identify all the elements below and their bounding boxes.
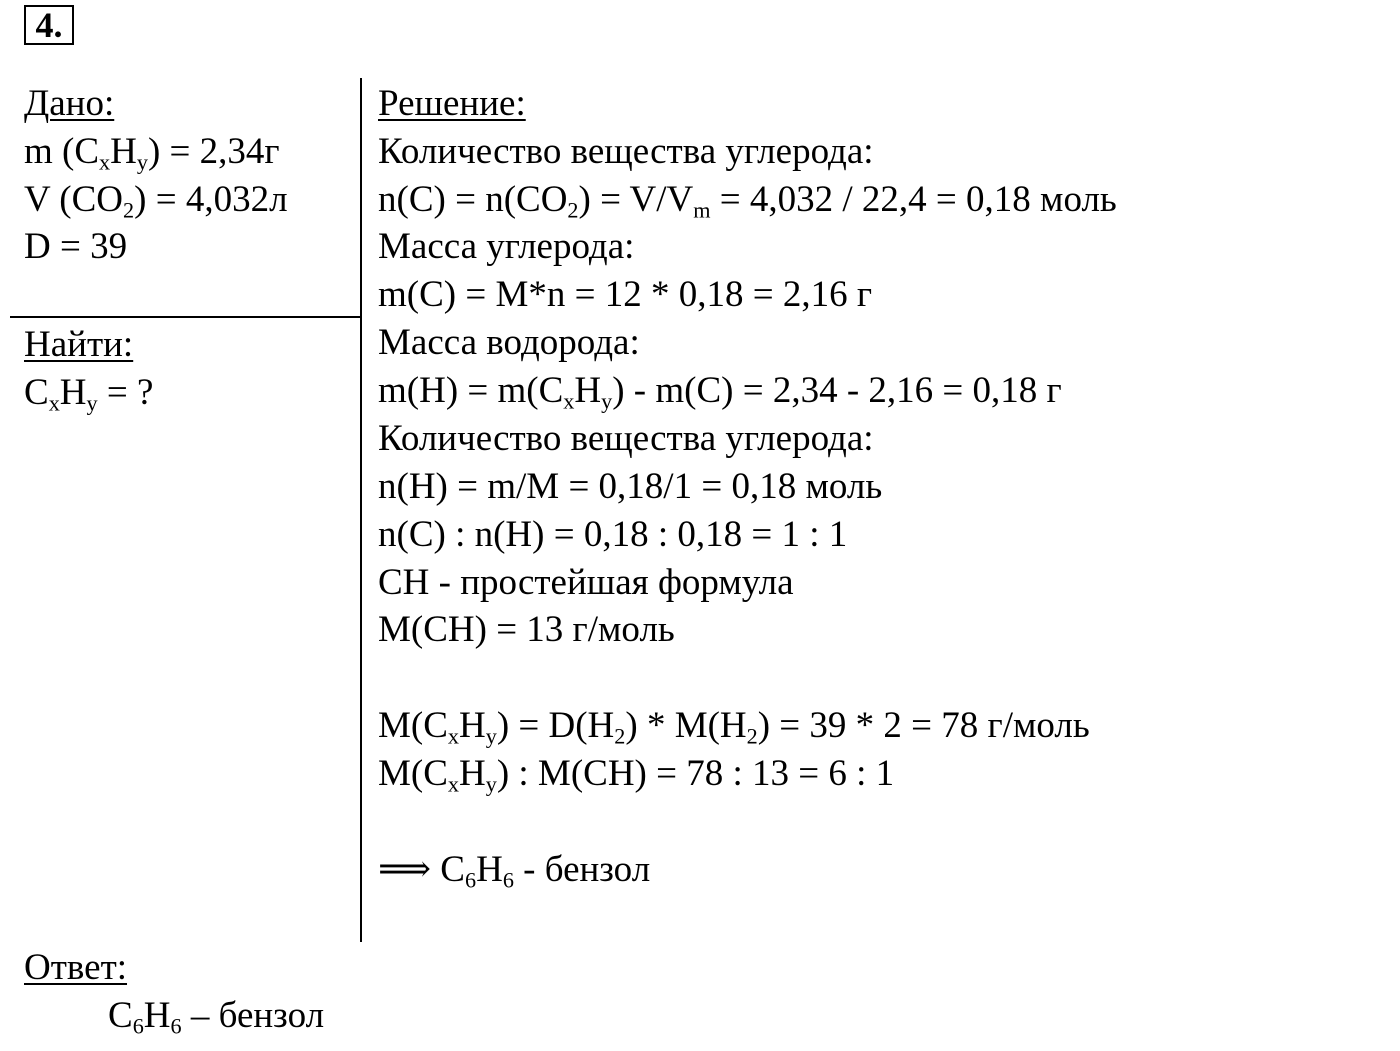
solution-line: Масса углерода: xyxy=(378,226,635,267)
solution-line: n(H) = m/M = 0,18/1 = 0,18 моль xyxy=(378,466,883,507)
solution-conclusion: ⟹ $C_6H_6$ - бензол xyxy=(378,849,651,893)
solution-line: n(C) : n(H) = 0,18 : 0,18 = 1 : 1 xyxy=(378,514,848,555)
horizontal-divider xyxy=(10,316,361,318)
solution-line: CH - простейшая формула xyxy=(378,562,794,603)
given-heading: Дано: xyxy=(24,83,115,124)
solution-line: Количество вещества углерода: xyxy=(378,131,874,172)
given-line-volume: V $(CO_2) = 4,032л$ xyxy=(24,179,288,223)
solution-line: m(C) = M*n = 12 * 0,18 = 2,16 г xyxy=(378,274,873,315)
vertical-divider xyxy=(360,78,362,942)
find-line: $C_xH_y$ = ? xyxy=(24,372,154,416)
solution-line: $n(C) = n(CO_2) = V/V_m = 4,032 / 22,4 = 0,18$ моль xyxy=(378,179,1117,223)
given-line-density: D = 39 xyxy=(24,226,128,267)
solution-line: $M(C_xH_y) = D(H_2) * M(H_2) = 39 * 2 = 78$ г/моль xyxy=(378,705,1090,749)
solution-line: Масса водорода: xyxy=(378,322,640,363)
given-line-mass: m $(C_xH_y) = 2,34г$ xyxy=(24,131,280,175)
answer-line: $C_6H_6$ – бензол xyxy=(108,995,325,1039)
answer-heading: Ответ: xyxy=(24,947,128,988)
solution-line: $m(H) = m(C_xH_y) - m(C) = 2,34 - 2,16 = 0,18$ г xyxy=(378,370,1062,414)
solution-heading: Решение: xyxy=(378,83,526,124)
find-heading: Найти: xyxy=(24,324,134,365)
solution-line: M(CH) = 13 г/моль xyxy=(378,609,675,650)
solution-line: $M(C_xH_y)$ : M(CH) = 78 : 13 = 6 : 1 xyxy=(378,753,895,797)
problem-number: 4. xyxy=(24,5,74,45)
solution-line: Количество вещества углерода: xyxy=(378,418,874,459)
